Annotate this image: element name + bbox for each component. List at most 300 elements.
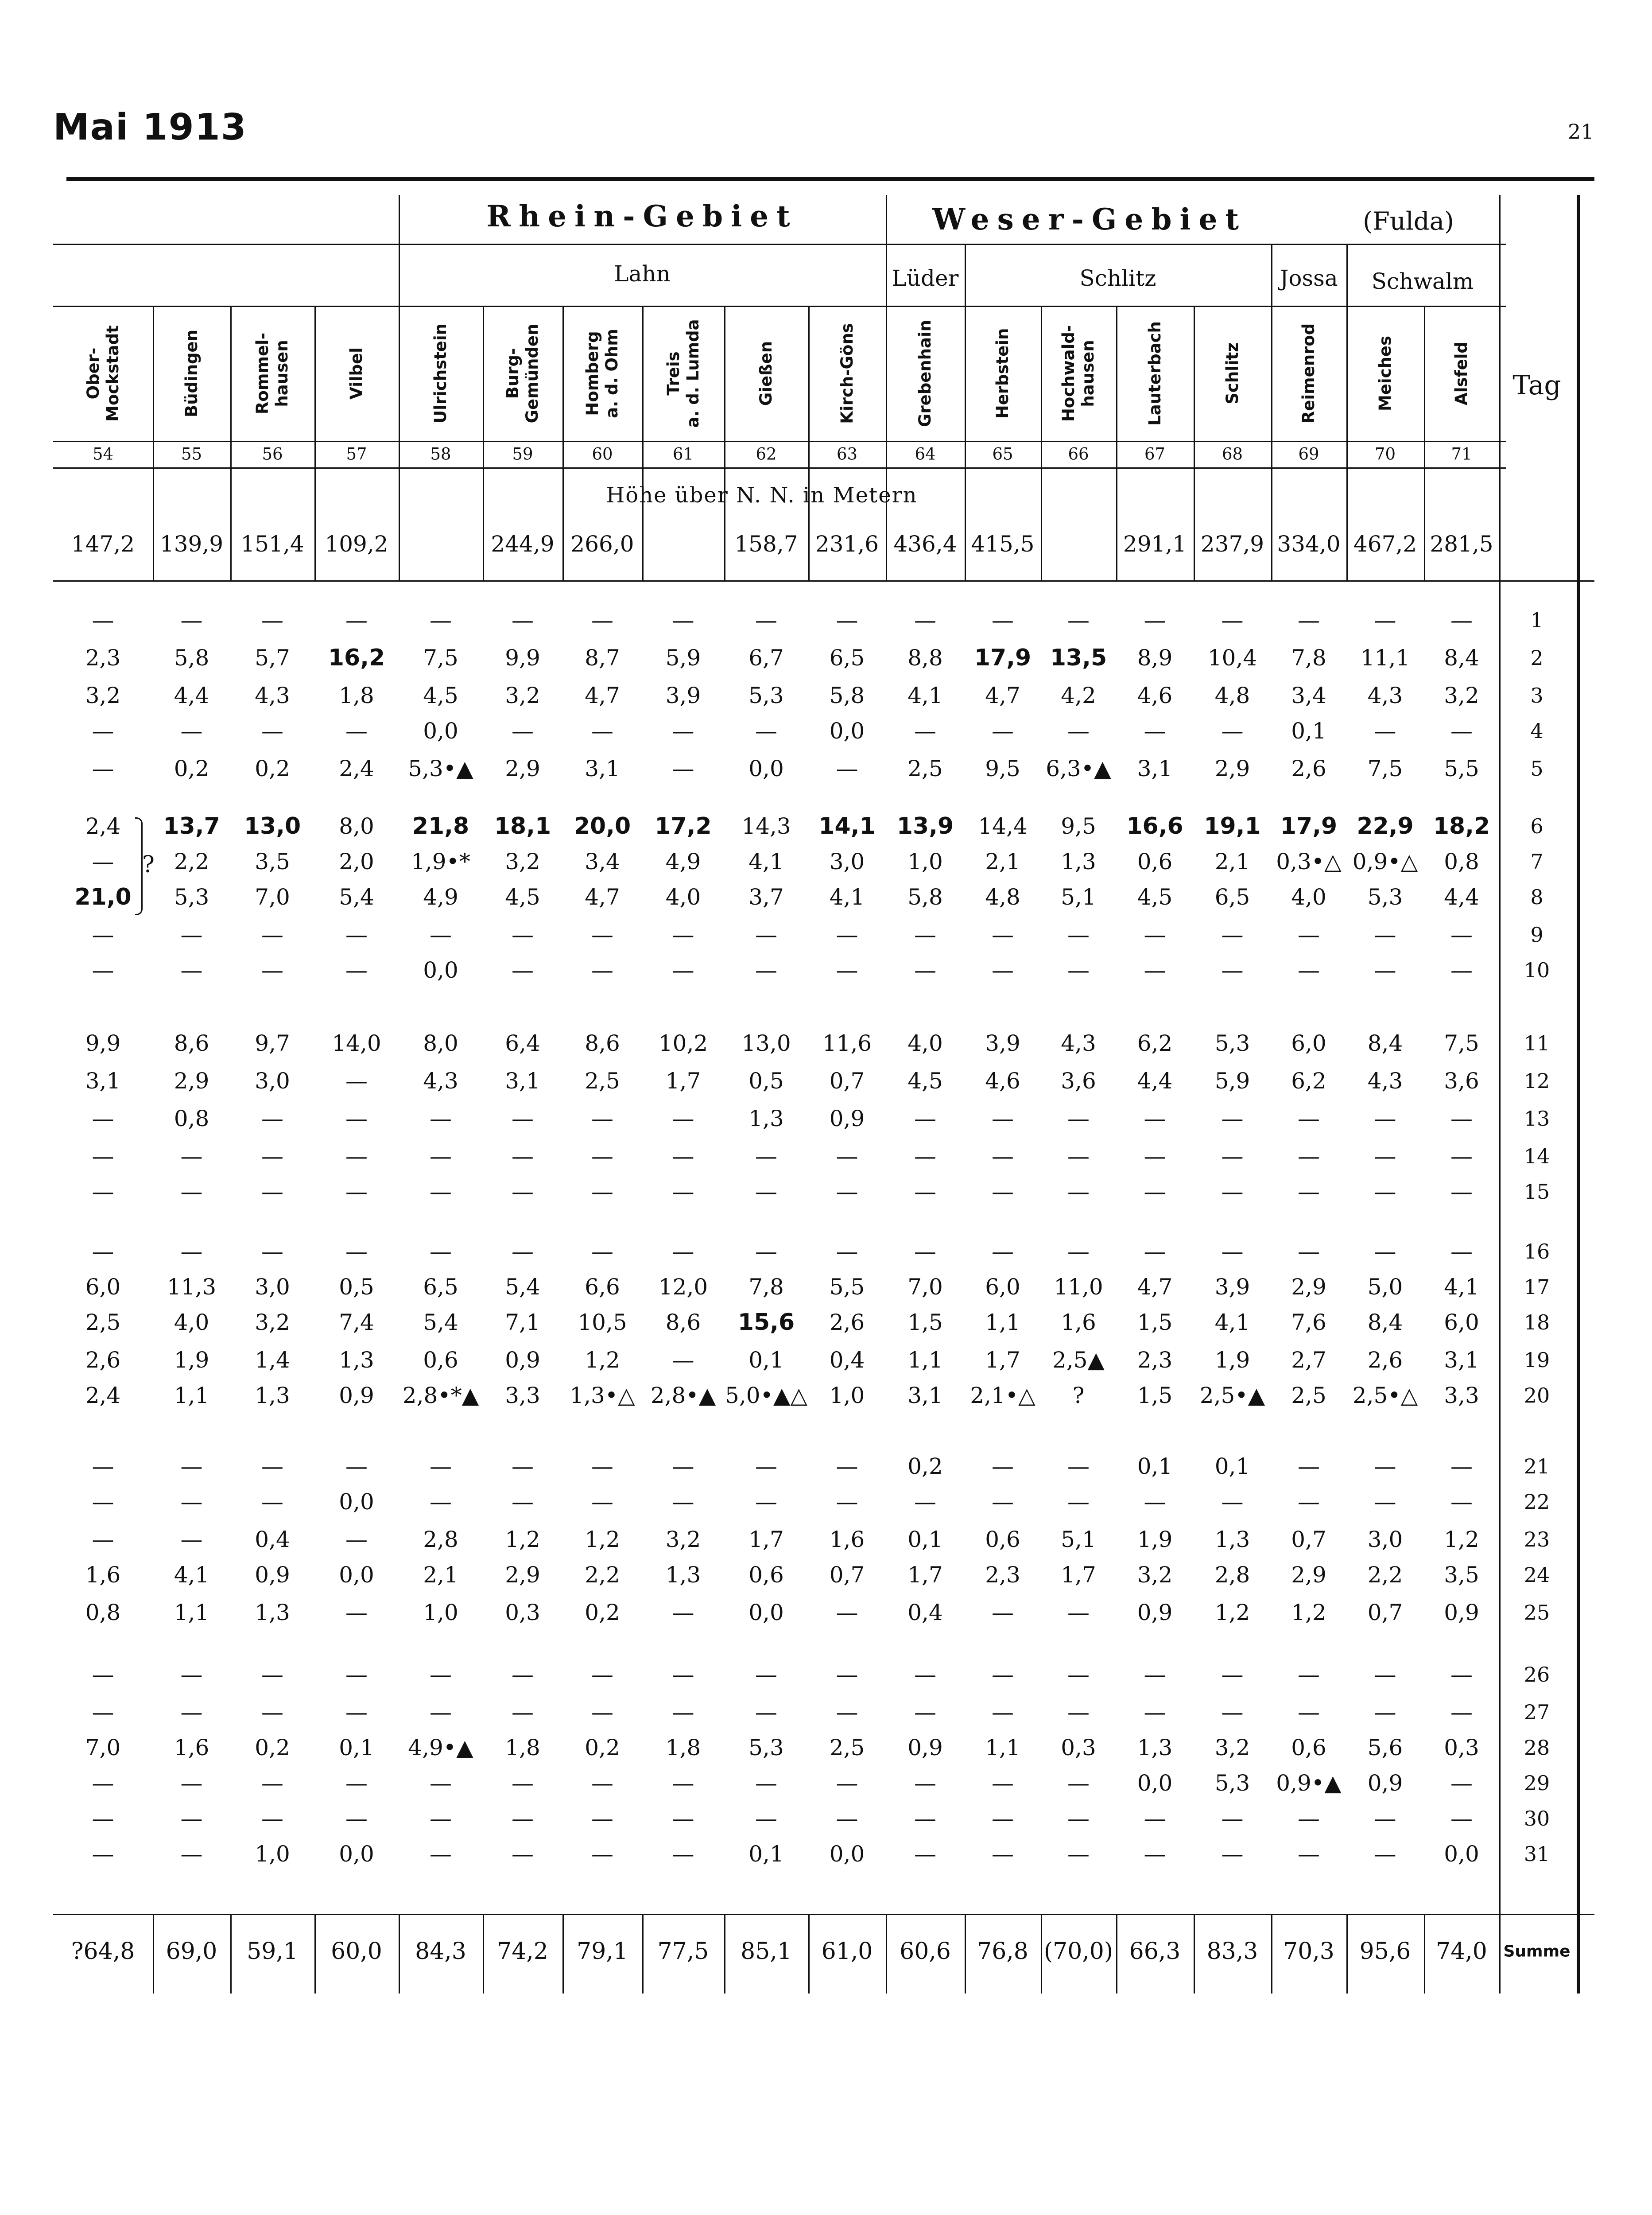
table-cell: — [1450,607,1473,633]
table-cell: — [1298,1662,1320,1687]
table-cell: — [1067,1179,1090,1205]
table-cell: 6,3•▲ [1046,756,1111,781]
table-cell: 4,6 [1137,683,1173,708]
table-cell: — [1144,1179,1166,1205]
table-cell: 16,2 [328,645,385,671]
day-number: 23 [1524,1527,1550,1551]
table-cell: — [992,718,1014,744]
table-cell: 4,3 [1367,683,1403,708]
table-cell: — [345,1527,368,1552]
table-cell: — [512,1662,534,1687]
table-cell: — [1221,1143,1244,1169]
table-cell: — [755,1239,777,1264]
table-cell: 1,3 [665,1562,701,1588]
table-cell: — [591,1699,613,1725]
table-cell: — [1450,1806,1473,1831]
table-cell: 1,1 [907,1347,943,1373]
station-name: Ulrichstein [431,323,450,424]
table-cell: 4,1 [748,849,784,874]
station-column-line [965,306,966,580]
table-cell: — [1144,1841,1166,1867]
table-cell: 8,4 [1444,645,1479,671]
table-cell: 18,2 [1433,813,1490,839]
table-cell: — [1221,1662,1244,1687]
table-cell: 4,8 [1214,683,1250,708]
table-cell: — [345,1106,368,1131]
table-cell: 4,1 [829,884,865,910]
table-cell: — [261,607,283,633]
day-number: 11 [1524,1031,1550,1055]
station-name: Rommel- hausen [253,332,291,415]
table-cell: 3,7 [748,884,784,910]
table-cell: — [512,1489,534,1515]
table-cell: 9,5 [985,756,1020,781]
table-cell: — [914,1179,936,1205]
table-cell: 1,3 [339,1347,374,1373]
station-height: 334,0 [1277,531,1341,557]
table-cell: — [345,607,368,633]
table-cell: — [992,1489,1014,1515]
table-cell: 3,5 [255,849,290,874]
day-number: 3 [1530,684,1543,707]
table-cell: — [1221,922,1244,948]
table-cell: 10,5 [578,1310,627,1335]
table-cell: 1,8 [505,1735,540,1760]
day-number: 28 [1524,1736,1550,1760]
station-number: 70 [1374,444,1396,464]
table-cell: — [430,1143,452,1169]
table-cell: 0,9 [1444,1600,1479,1625]
table-cell: — [1144,957,1166,983]
sum-cell: 70,3 [1283,1938,1334,1965]
table-cell: — [755,1770,777,1796]
table-cell: 2,0 [339,849,374,874]
table-cell: — [1450,1239,1473,1264]
table-cell: 10,2 [658,1030,708,1056]
day-number: 10 [1524,958,1550,982]
table-cell: — [261,1106,283,1131]
table-cell: 2,3 [85,645,121,671]
table-cell: — [672,756,694,781]
table-cell: — [1298,1699,1320,1725]
table-cell: 2,4 [339,756,374,781]
table-cell: 2,1 [423,1562,458,1588]
table-cell: — [180,1806,203,1831]
table-cell: — [1374,957,1396,983]
table-cell: ? [1072,1383,1085,1408]
station-height: 109,2 [325,531,388,557]
table-cell: — [512,922,534,948]
table-cell: — [914,1143,936,1169]
table-cell: — [836,1600,858,1625]
sum-column-line [399,1914,400,1994]
table-cell: — [261,1489,283,1515]
station-name: Homberg a. d. Ohm [583,329,621,418]
table-cell: — [992,607,1014,633]
table-cell: 4,8 [985,884,1020,910]
table-cell: — [591,1662,613,1687]
table-cell: 3,9 [1214,1274,1250,1300]
table-cell: 5,4 [339,884,374,910]
table-cell: — [992,1179,1014,1205]
table-cell: 0,1 [1137,1453,1173,1479]
river-schlitz: Schlitz [1079,265,1156,291]
table-cell: 3,2 [505,849,540,874]
table-cell: 2,5 [85,1310,121,1335]
day-number: 9 [1530,923,1543,947]
table-cell: 0,3 [1061,1735,1096,1760]
table-cell: — [755,607,777,633]
table-cell: 9,7 [255,1030,290,1056]
table-cell: — [180,1699,203,1725]
table-cell: — [1221,957,1244,983]
table-cell: — [261,1770,283,1796]
table-cell: 0,2 [255,756,290,781]
table-cell: 3,0 [255,1274,290,1300]
table-cell: — [261,1806,283,1831]
station-height: 266,0 [570,531,634,557]
station-column-line [886,306,887,580]
table-cell: — [672,1806,694,1831]
table-cell: — [1067,1106,1090,1131]
table-cell: — [992,957,1014,983]
station-name: Ober- Mockstadt [83,325,122,422]
table-cell: 2,3 [985,1562,1020,1588]
river-lahn: Lahn [614,261,671,287]
table-cell: 5,7 [255,645,290,671]
table-cell: — [180,1489,203,1515]
table-cell: — [992,1143,1014,1169]
station-name: Kirch-Göns [837,323,857,424]
table-cell: — [672,1662,694,1687]
table-cell: — [914,718,936,744]
table-cell: 8,0 [339,813,374,839]
station-column-line [153,306,154,580]
table-cell: — [1144,718,1166,744]
table-cell: — [1067,1770,1090,1796]
table-cell: 4,2 [1061,683,1096,708]
table-cell: 2,9 [1291,1274,1326,1300]
day-number: 25 [1524,1601,1550,1624]
station-column-line [1194,306,1195,580]
table-cell: 6,5 [1214,884,1250,910]
table-cell: 17,9 [1280,813,1338,839]
table-cell: 3,3 [1444,1383,1479,1408]
day-number: 24 [1524,1563,1550,1587]
table-cell: — [512,1841,534,1867]
table-cell: 8,6 [174,1030,209,1056]
table-cell: 17,2 [655,813,712,839]
table-cell: 15,6 [737,1309,795,1336]
table-cell: — [591,1841,613,1867]
station-name: Grebenhain [915,320,935,427]
table-cell: — [261,1239,283,1264]
table-cell: — [992,1662,1014,1687]
day-number: 16 [1524,1240,1550,1263]
table-cell: 0,1 [1214,1453,1250,1479]
table-cell: 0,5 [339,1274,374,1300]
table-cell: — [512,1143,534,1169]
table-cell: 5,8 [907,884,943,910]
right-edge-line [1577,195,1580,1994]
table-cell: 0,1 [339,1735,374,1760]
table-cell: 0,1 [1291,718,1326,744]
sum-cell: 74,2 [497,1938,548,1965]
table-cell: 1,3 [1137,1735,1173,1760]
day-number: 19 [1524,1348,1550,1372]
table-cell: — [1450,1453,1473,1479]
table-cell: 3,1 [85,1068,121,1094]
numbers-rule [53,467,1506,469]
table-cell: 13,0 [741,1030,791,1056]
table-cell: — [1374,718,1396,744]
table-cell: — [755,957,777,983]
table-cell: — [672,922,694,948]
table-cell: — [591,1179,613,1205]
table-cell: 21,8 [412,813,469,839]
region-divider [399,195,400,306]
station-number: 55 [181,444,202,464]
table-cell: 11,1 [1360,645,1410,671]
table-cell: — [345,718,368,744]
table-cell: — [512,1806,534,1831]
table-cell: — [261,1662,283,1687]
table-cell: 4,3 [423,1068,458,1094]
table-cell: 6,2 [1137,1030,1173,1056]
table-cell: — [180,607,203,633]
table-cell: 8,6 [665,1310,701,1335]
table-cell: 0,9•▲ [1276,1770,1342,1796]
table-cell: 0,0 [339,1562,374,1588]
table-cell: — [591,1143,613,1169]
table-cell: 5,8 [829,683,865,708]
day-number: 12 [1524,1069,1550,1093]
table-cell: 4,7 [585,884,620,910]
table-cell: 3,4 [1291,683,1326,708]
station-column-line [230,306,232,580]
table-cell: 2,6 [1367,1347,1403,1373]
table-cell: — [92,1239,114,1264]
station-name: Herbstein [993,328,1012,419]
table-cell: — [345,1179,368,1205]
table-cell: — [1298,1453,1320,1479]
table-cell: 2,5 [585,1068,620,1094]
table-cell: 5,3 [1214,1030,1250,1056]
table-cell: — [1067,1453,1090,1479]
sum-cell: 76,8 [977,1938,1028,1965]
table-cell: — [672,1143,694,1169]
table-cell: 3,9 [665,683,701,708]
station-name: Alsfeld [1452,342,1471,405]
table-cell: — [591,922,613,948]
table-cell: — [914,1841,936,1867]
table-cell: — [672,1841,694,1867]
station-number: 56 [262,444,283,464]
table-cell: — [1374,1489,1396,1515]
day-number: 14 [1524,1144,1550,1168]
table-cell: — [92,849,114,874]
table-cell: — [345,1699,368,1725]
table-cell: 5,9 [665,645,701,671]
river-schwalm: Schwalm [1371,268,1474,294]
table-cell: — [1450,1179,1473,1205]
table-cell: — [1221,1699,1244,1725]
table-cell: 16,6 [1126,813,1183,839]
table-cell: 2,2 [585,1562,620,1588]
bracket-question-mark: ? [142,851,155,878]
table-cell: 1,3 [1214,1527,1250,1552]
sum-column-line [483,1914,484,1994]
table-cell: — [914,1806,936,1831]
table-cell: 1,9•* [411,849,471,874]
day-number: 18 [1524,1310,1550,1334]
table-cell: 5,4 [505,1274,540,1300]
table-cell: — [430,1841,452,1867]
table-cell: 2,9 [505,1562,540,1588]
region-title-weser: Weser-Gebiet [932,202,1247,237]
table-cell: — [92,1806,114,1831]
table-cell: — [755,1453,777,1479]
table-cell: 0,6 [985,1527,1020,1552]
table-cell: 5,3 [1367,884,1403,910]
table-cell: 0,0 [423,957,458,983]
table-cell: 22,9 [1357,813,1414,839]
table-cell: — [512,718,534,744]
table-cell: 7,0 [907,1274,943,1300]
day-number: 22 [1524,1490,1550,1514]
table-cell: 1,6 [829,1527,865,1552]
table-cell: 0,0 [829,718,865,744]
station-column-line [1271,306,1272,580]
table-cell: — [1067,1239,1090,1264]
table-cell: 7,8 [748,1274,784,1300]
table-cell: 2,5 [907,756,943,781]
table-cell: — [261,1143,283,1169]
table-cell: — [1298,1179,1320,1205]
table-cell: 1,2 [505,1527,540,1552]
table-cell: 4,1 [174,1562,209,1588]
table-cell: 7,6 [1291,1310,1326,1335]
table-cell: — [92,1527,114,1552]
table-cell: — [836,922,858,948]
table-cell: — [1221,607,1244,633]
table-cell: 5,0 [1367,1274,1403,1300]
table-cell: 1,0 [907,849,943,874]
table-cell: 2,5 [829,1735,865,1760]
station-column-line [1346,306,1348,580]
table-cell: — [345,1143,368,1169]
table-cell: — [755,1662,777,1687]
table-cell: 4,1 [907,683,943,708]
table-cell: 13,0 [244,813,301,839]
station-name: Gießen [756,341,776,406]
sum-cell: 59,1 [247,1938,298,1965]
table-cell: — [180,1662,203,1687]
table-cell: 9,9 [505,645,540,671]
table-cell: — [672,1489,694,1515]
table-cell: 4,5 [1137,884,1173,910]
table-cell: 1,2 [1291,1600,1326,1625]
table-cell: — [345,922,368,948]
table-cell: 1,9 [174,1347,209,1373]
table-cell: 3,1 [907,1383,943,1408]
table-cell: 0,9•△ [1352,849,1418,874]
table-cell: 1,3 [1061,849,1096,874]
table-cell: 0,8 [174,1106,209,1131]
table-cell: 3,1 [1444,1347,1479,1373]
table-cell: 5,5 [1444,756,1479,781]
station-number: 58 [430,444,451,464]
table-cell: — [1067,922,1090,948]
table-cell: — [672,1770,694,1796]
station-height: 281,5 [1430,531,1493,557]
table-cell: 2,5 [1291,1383,1326,1408]
table-cell: 1,1 [985,1735,1020,1760]
table-cell: — [1450,1489,1473,1515]
table-cell: — [1298,607,1320,633]
table-cell: 3,5 [1444,1562,1479,1588]
table-cell: 5,3 [1214,1770,1250,1796]
station-column-line [1424,306,1425,580]
table-cell: 7,5 [423,645,458,671]
day-number: 17 [1524,1275,1550,1299]
station-number: 71 [1451,444,1472,464]
table-cell: 2,7 [1291,1347,1326,1373]
table-cell: — [836,1239,858,1264]
table-cell: 7,8 [1291,645,1326,671]
sum-cell: (70,0) [1043,1938,1113,1965]
table-cell: — [1298,1489,1320,1515]
table-cell: 3,0 [255,1068,290,1094]
station-number: 63 [836,444,858,464]
table-cell: — [512,607,534,633]
table-cell: 0,2 [174,756,209,781]
table-cell: — [1067,1806,1090,1831]
table-cell: 11,6 [822,1030,872,1056]
day-number: 8 [1530,885,1543,909]
table-cell: — [1374,607,1396,633]
sum-cell: 79,1 [577,1938,628,1965]
table-cell: — [345,1453,368,1479]
table-cell: 0,2 [585,1600,620,1625]
table-cell: — [591,1239,613,1264]
station-name: Treis a. d. Lumda [663,319,702,428]
table-cell: — [836,1179,858,1205]
table-cell: — [180,922,203,948]
table-cell: — [672,1106,694,1131]
table-cell: — [92,756,114,781]
river-rule [53,306,1506,307]
table-cell: — [430,1453,452,1479]
table-cell: — [1067,718,1090,744]
table-cell: — [1298,1806,1320,1831]
station-column-line [642,306,644,580]
table-cell: 14,3 [741,813,791,839]
table-cell: 3,2 [1214,1735,1250,1760]
day-number: 21 [1524,1454,1550,1478]
table-cell: 3,0 [829,849,865,874]
table-cell: 2,9 [1291,1562,1326,1588]
tag-header: Tag [1512,370,1561,401]
table-cell: 0,6 [748,1562,784,1588]
table-cell: — [92,957,114,983]
sum-column-line [642,1914,644,1994]
table-cell: 4,4 [1137,1068,1173,1094]
table-cell: — [180,1770,203,1796]
table-cell: — [512,1699,534,1725]
table-cell: — [345,1806,368,1831]
table-cell: 3,1 [505,1068,540,1094]
